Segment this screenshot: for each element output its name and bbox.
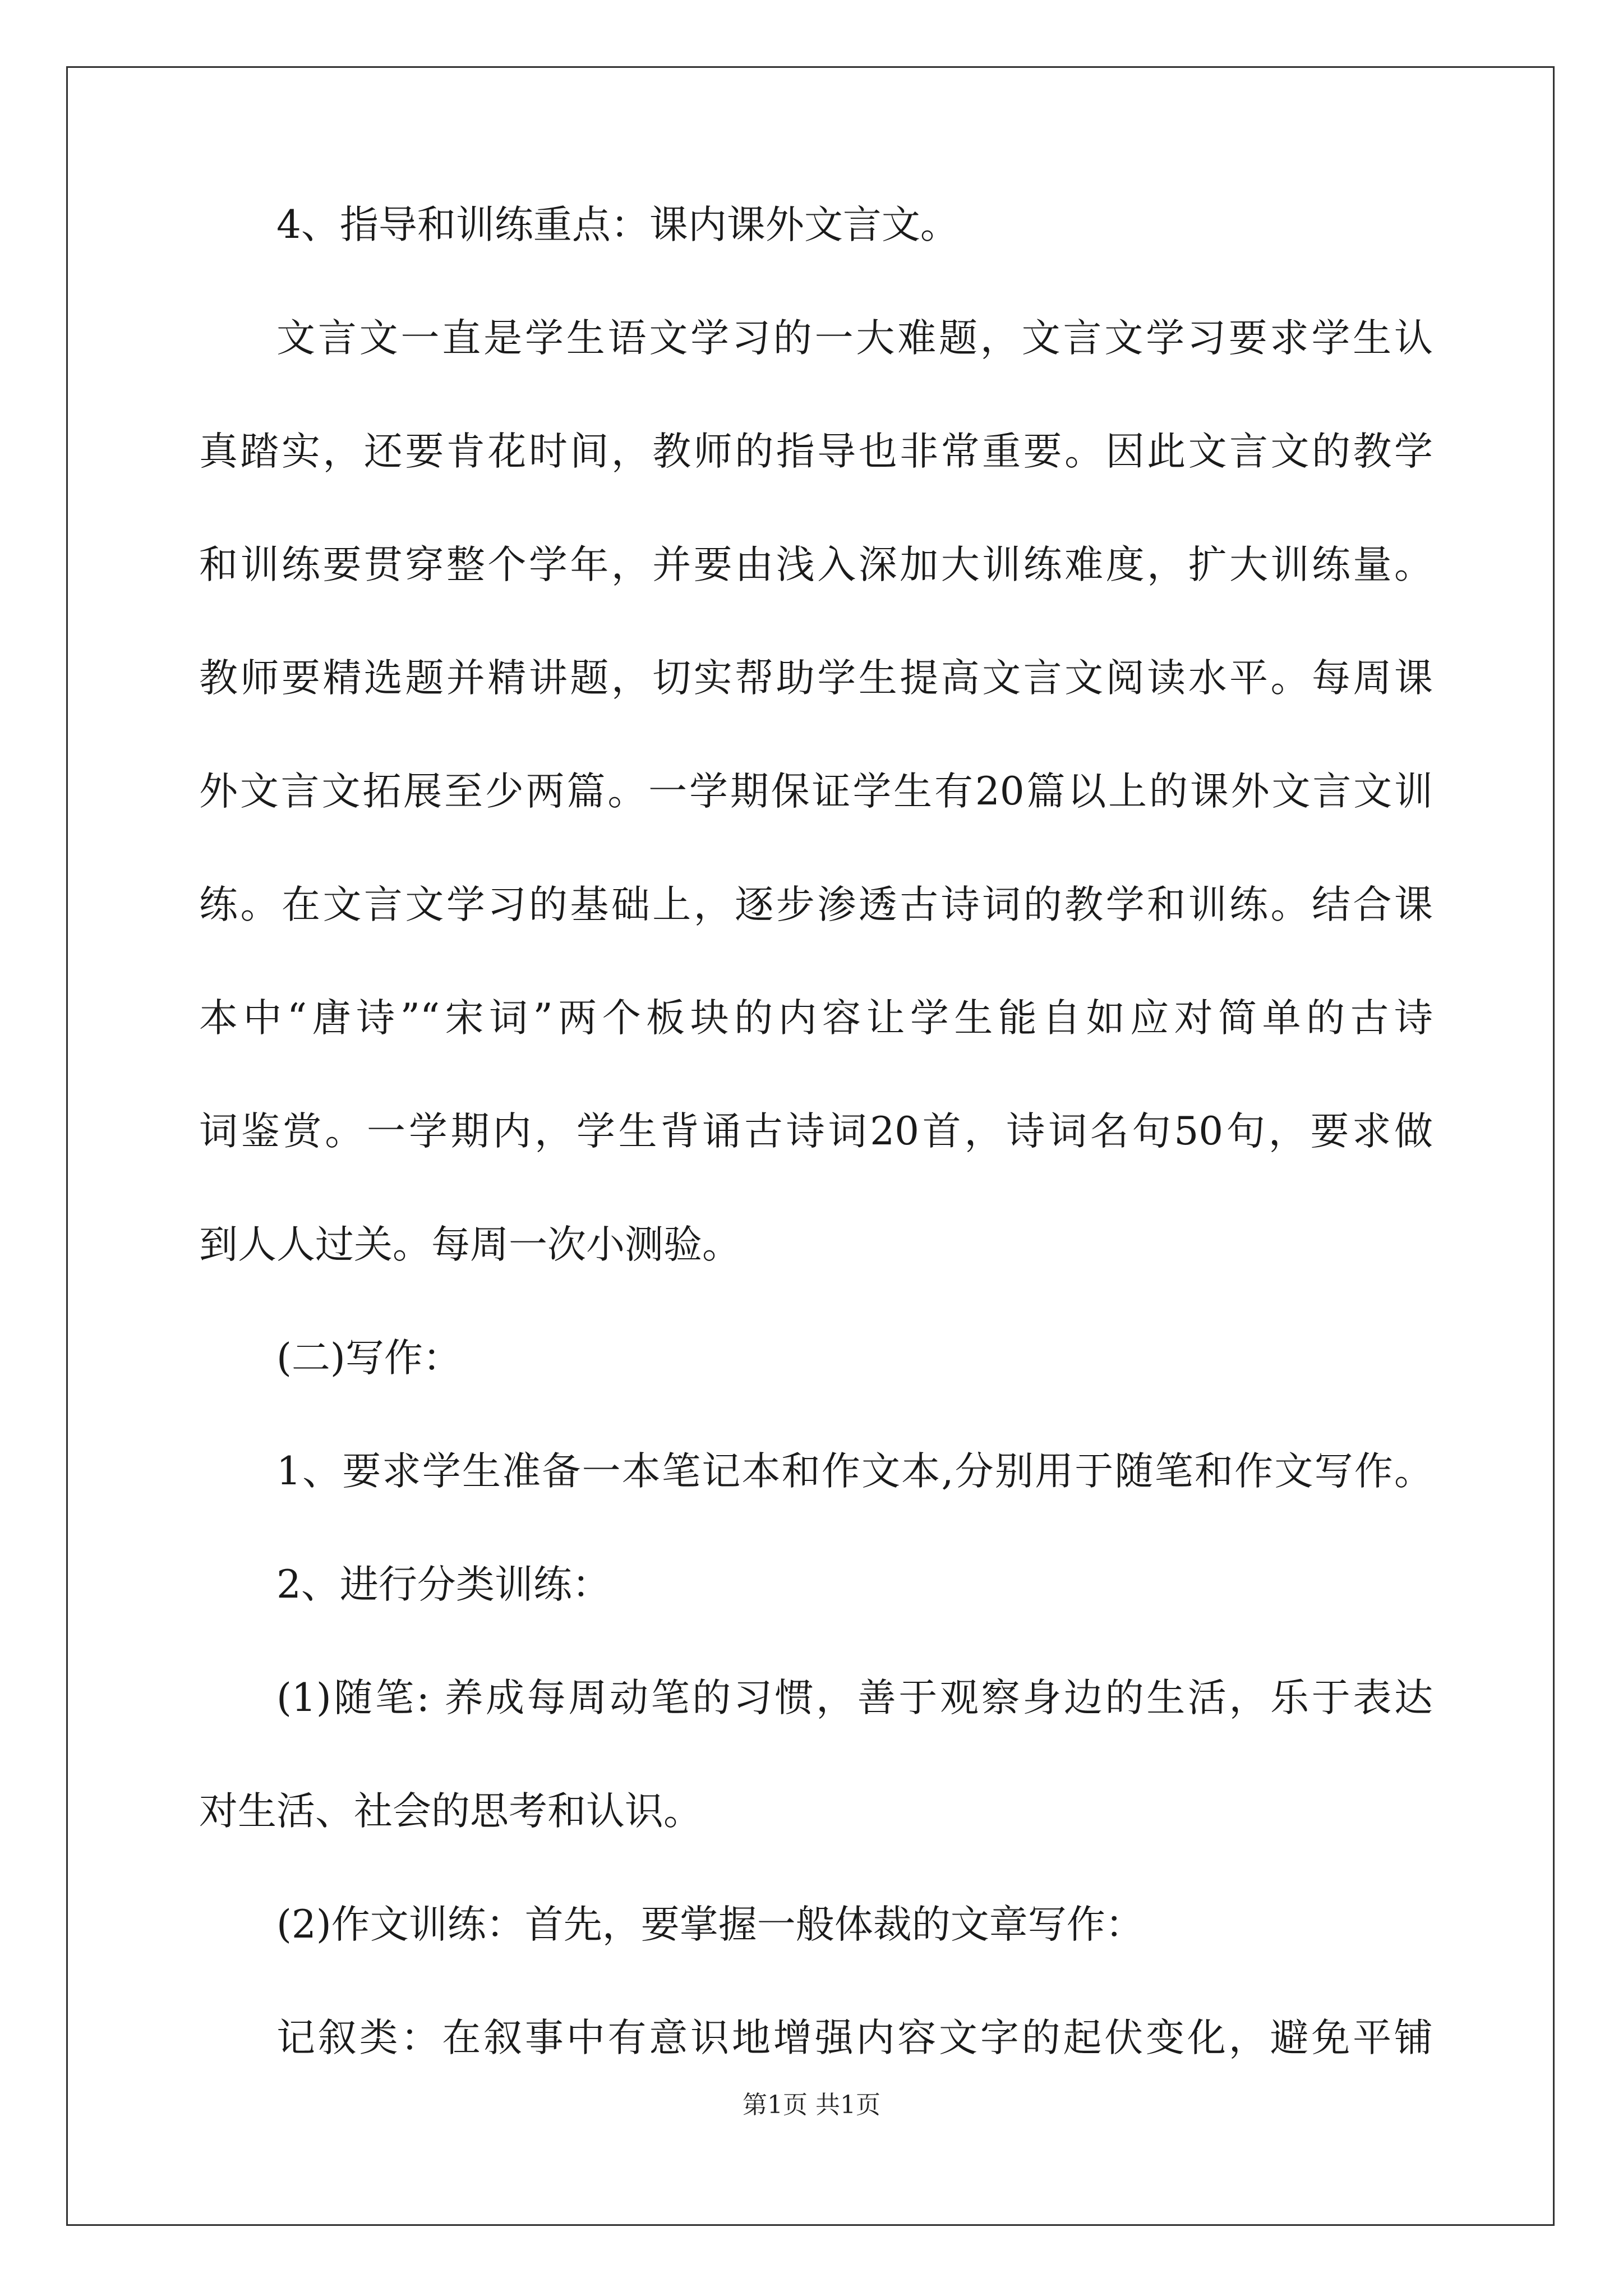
text-line: (二)写作： <box>276 1336 462 1381</box>
text-line: 到人人过关。每周一次小测验。 <box>199 1222 741 1267</box>
text-line: 对生活、社会的思考和认识。 <box>199 1789 702 1834</box>
text-line: 4、指导和训练重点：课内课外文言文。 <box>276 203 959 247</box>
text-line: 外文言文拓展至少两篇。一学期保证学生有20篇以上的课外文言文训 <box>199 769 1433 814</box>
text-line: 真踏实，还要肯花时间，教师的指导也非常重要。因此文言文的教学 <box>199 429 1433 474</box>
text-line: 文言文一直是学生语文学习的一大难题，文言文学习要求学生认 <box>276 316 1433 361</box>
text-line: 词鉴赏。一学期内，学生背诵古诗词20首，诗词名句50句，要求做 <box>199 1109 1433 1154</box>
text-line: 本中“唐诗”“宋词”两个板块的内容让学生能自如应对简单的古诗 <box>199 996 1433 1041</box>
text-line: 记叙类：在叙事中有意识地增强内容文字的起伏变化，避免平铺 <box>276 2016 1433 2060</box>
text-line: 教师要精选题并精讲题，切实帮助学生提高文言文阅读水平。每周课 <box>199 656 1433 701</box>
page-footer: 第1页 共1页 <box>743 2091 880 2119</box>
text-line: 练。在文言文学习的基础上，逐步渗透古诗词的教学和训练。结合课 <box>199 882 1433 927</box>
text-line: 2、进行分类训练： <box>276 1562 611 1607</box>
text-line: (1)随笔: 养成每周动笔的习惯，善于观察身边的生活，乐于表达 <box>276 1676 1433 1720</box>
text-line: (2)作文训练：首先，要掌握一般体裁的文章写作： <box>276 1902 1144 1947</box>
text-line: 和训练要贯穿整个学年，并要由浅入深加大训练难度，扩大训练量。 <box>199 542 1433 587</box>
document-body <box>199 200 1433 2126</box>
text-line: 1、要求学生准备一本笔记本和作文本,分别用于随笔和作文写作。 <box>276 1449 1433 1494</box>
